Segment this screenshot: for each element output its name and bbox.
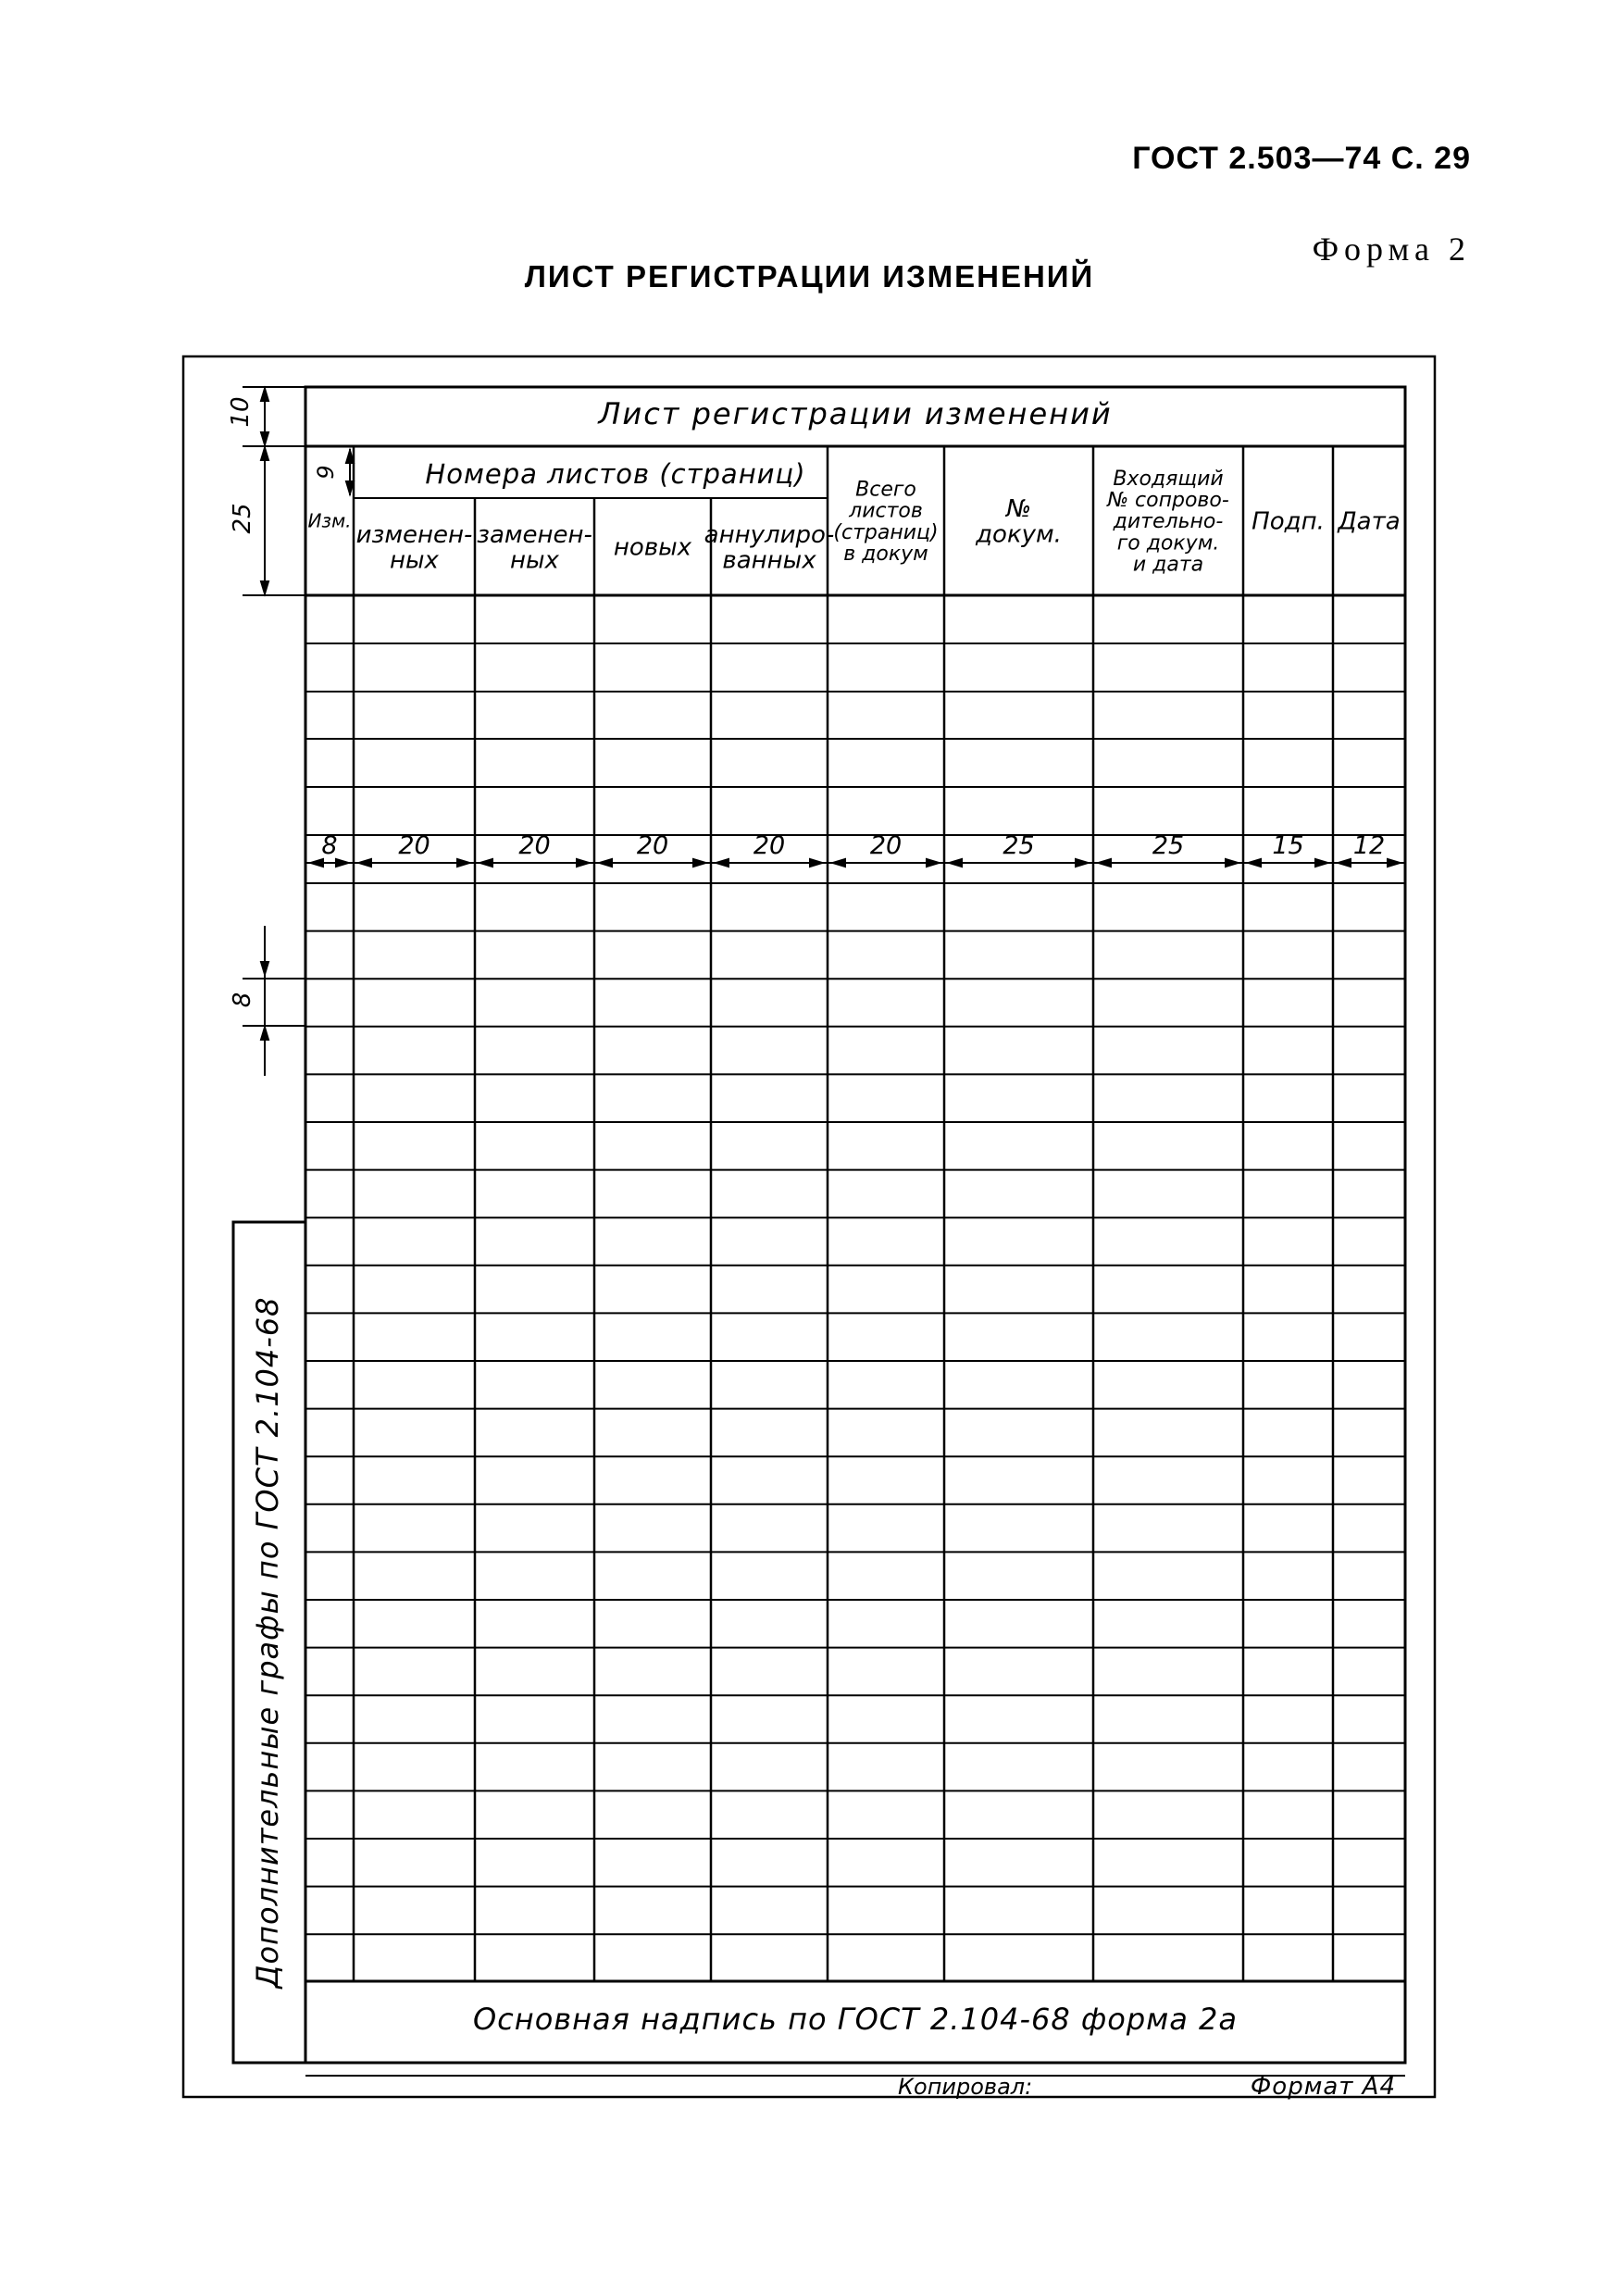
column-width-label: 20 <box>636 831 669 860</box>
column-width-label: 15 <box>1272 831 1304 860</box>
column-width-label: 8 <box>321 831 338 860</box>
column-header: № докум. <box>976 495 1062 549</box>
column-width-label: 25 <box>1003 831 1035 860</box>
format-label: Формат А4 <box>1250 2073 1396 2101</box>
form-frame <box>305 387 1405 2063</box>
group-header: Номера листов (страниц) <box>425 458 806 490</box>
column-header: Входящий № сопрово-дительно-го докум. и дата <box>1107 468 1229 577</box>
column-header: заменен-ных <box>477 521 592 575</box>
side-columns-label: Дополнительные графы по ГОСТ 2.104-68 <box>250 1296 285 1989</box>
form-label: Форма 2 <box>1312 231 1471 268</box>
dimension-title-row: 10 <box>227 396 255 428</box>
column-header: Изм. <box>307 509 352 532</box>
column-header: Дата <box>1338 507 1401 536</box>
column-width-label: 25 <box>1152 831 1185 860</box>
document-title: ЛИСТ РЕГИСТРАЦИИ ИЗМЕНЕНИЙ <box>524 259 1095 293</box>
column-header: аннулиро-ванных <box>704 521 835 575</box>
column-width-label: 20 <box>398 831 430 860</box>
dimension-group-row: 9 <box>313 465 339 480</box>
sheet-outer-frame <box>183 356 1435 2097</box>
dimension-header-height: 25 <box>229 503 256 534</box>
column-width-label: 20 <box>869 831 903 860</box>
copied-label: Копировал: <box>898 2074 1033 2100</box>
standard-reference: ГОСТ 2.503—74 С. 29 <box>1132 141 1471 176</box>
footer-title-block: Основная надпись по ГОСТ 2.104-68 форма 2а <box>472 2002 1239 2037</box>
column-width-label: 20 <box>753 831 786 860</box>
dimension-row-height: 8 <box>229 992 256 1008</box>
column-width-label: 20 <box>518 831 551 860</box>
column-header: изменен-ных <box>355 521 473 575</box>
column-header: Всего листов (страниц) в докум <box>833 478 939 566</box>
column-header: новых <box>613 533 692 562</box>
form-title: Лист регистрации изменений <box>598 396 1113 431</box>
column-width-label: 12 <box>1352 831 1386 860</box>
column-header: Подп. <box>1252 507 1325 536</box>
